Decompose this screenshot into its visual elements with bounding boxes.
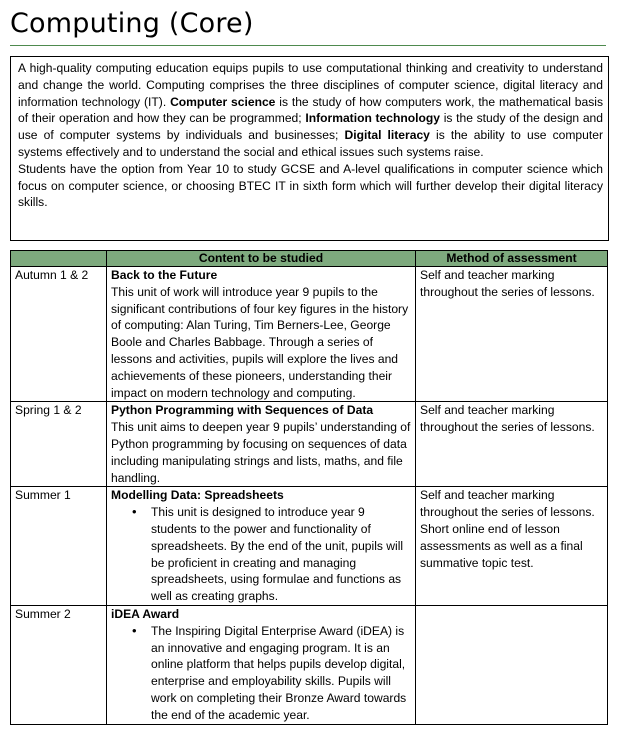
term-cell: Summer 2 — [11, 605, 107, 724]
content-cell — [107, 487, 416, 606]
assessment-cell — [416, 605, 608, 724]
table-row — [11, 605, 608, 724]
assessment-text: Self and teacher marking throughout the series of lessons. — [420, 403, 595, 435]
term-cell: Autumn 1 & 2 — [11, 267, 107, 402]
unit-title: Python Programming with Sequences of Data — [111, 403, 374, 418]
content-cell — [107, 267, 416, 402]
term-computer-science: Computer science — [170, 94, 276, 109]
intro-text: is the study of how computers work, the mathematical basis of their operation and how they can be programmed; — [18, 94, 603, 126]
header-content: Content to be studied — [107, 251, 416, 267]
intro-box — [10, 56, 609, 241]
table-row — [11, 487, 608, 606]
term-cell: Summer 1 — [11, 487, 107, 606]
unit-title: Modelling Data: Spreadsheets — [111, 488, 284, 503]
assessment-cell — [416, 267, 608, 402]
content-cell — [107, 605, 416, 724]
assessment-text: Self and teacher marking throughout the series of lessons. — [420, 268, 595, 299]
unit-bullet: • This unit is designed to introduce year 9 students to the power and functionality of spreadsheets. By the end of the unit, pupils will be proficient in creating and managing spreadsheets, using formulae and functions as well as creating graphs. — [151, 504, 411, 605]
table-row — [11, 267, 608, 402]
curriculum-table — [10, 250, 608, 725]
intro-text: A high-quality computing education equips pupils to use computational thinking and creativity to understand and change the world. Computing comprises the three disciplines of computer science, digital literacy and information technology (IT). — [18, 61, 603, 109]
intro-paragraph-1 — [18, 60, 603, 161]
assessment-text: Short online end of lesson assessments as well as a final summative topic test. — [420, 521, 583, 570]
table-header-row — [11, 251, 608, 267]
assessment-text: Self and teacher marking throughout the series of lessons. — [420, 488, 595, 520]
header-assessment: Method of assessment — [416, 251, 608, 267]
title-underline — [10, 45, 606, 46]
unit-description: This unit of work will introduce year 9 pupils to the significant contributions of four key figures in the history of computing: Alan Turing, Tim Berners-Lee, George Boole and Charles Babbage. Through a series of lessons and activities, pupils will explore the lives and achievements of these pioneers, understanding their impact on modern technology and computing. — [111, 284, 409, 400]
unit-bullet-list — [111, 623, 411, 724]
assessment-cell — [416, 402, 608, 487]
intro-text: is the ability to use computer systems effectively and to understand the social and ethical issues such systems raise. — [18, 128, 603, 159]
term-digital-literacy: Digital literacy — [344, 128, 430, 143]
unit-description: This unit aims to deepen year 9 pupils’ understanding of Python programming by focusing on sequences of data including manipulating strings and lists, maths, and file handling. — [111, 420, 411, 485]
header-term — [11, 251, 107, 267]
unit-bullet: • The Inspiring Digital Enterprise Award (iDEA) is an innovative and engaging program. It is an online platform that helps pupils develop digital, enterprise and employability skills. Pupils will work on completing their Bronze Award towards the end of the academic year. — [151, 623, 411, 724]
content-cell — [107, 402, 416, 487]
assessment-cell — [416, 487, 608, 606]
term-cell: Spring 1 & 2 — [11, 402, 107, 487]
unit-bullet-list — [111, 504, 411, 605]
intro-text: is the study of the design and use of computer systems by individuals and businesses; — [18, 111, 604, 143]
page-title: Computing (Core) — [10, 8, 254, 39]
term-information-technology: Information technology — [305, 111, 441, 126]
unit-title: iDEA Award — [111, 606, 180, 621]
unit-title: Back to the Future — [111, 268, 218, 282]
intro-paragraph-2: Students have the option from Year 10 to study GCSE and A-level qualifications in computer science which focus on computer science, or choosing BTEC IT in sixth form which will further develop their digital literacy skills. — [18, 161, 603, 210]
table-row — [11, 402, 608, 487]
